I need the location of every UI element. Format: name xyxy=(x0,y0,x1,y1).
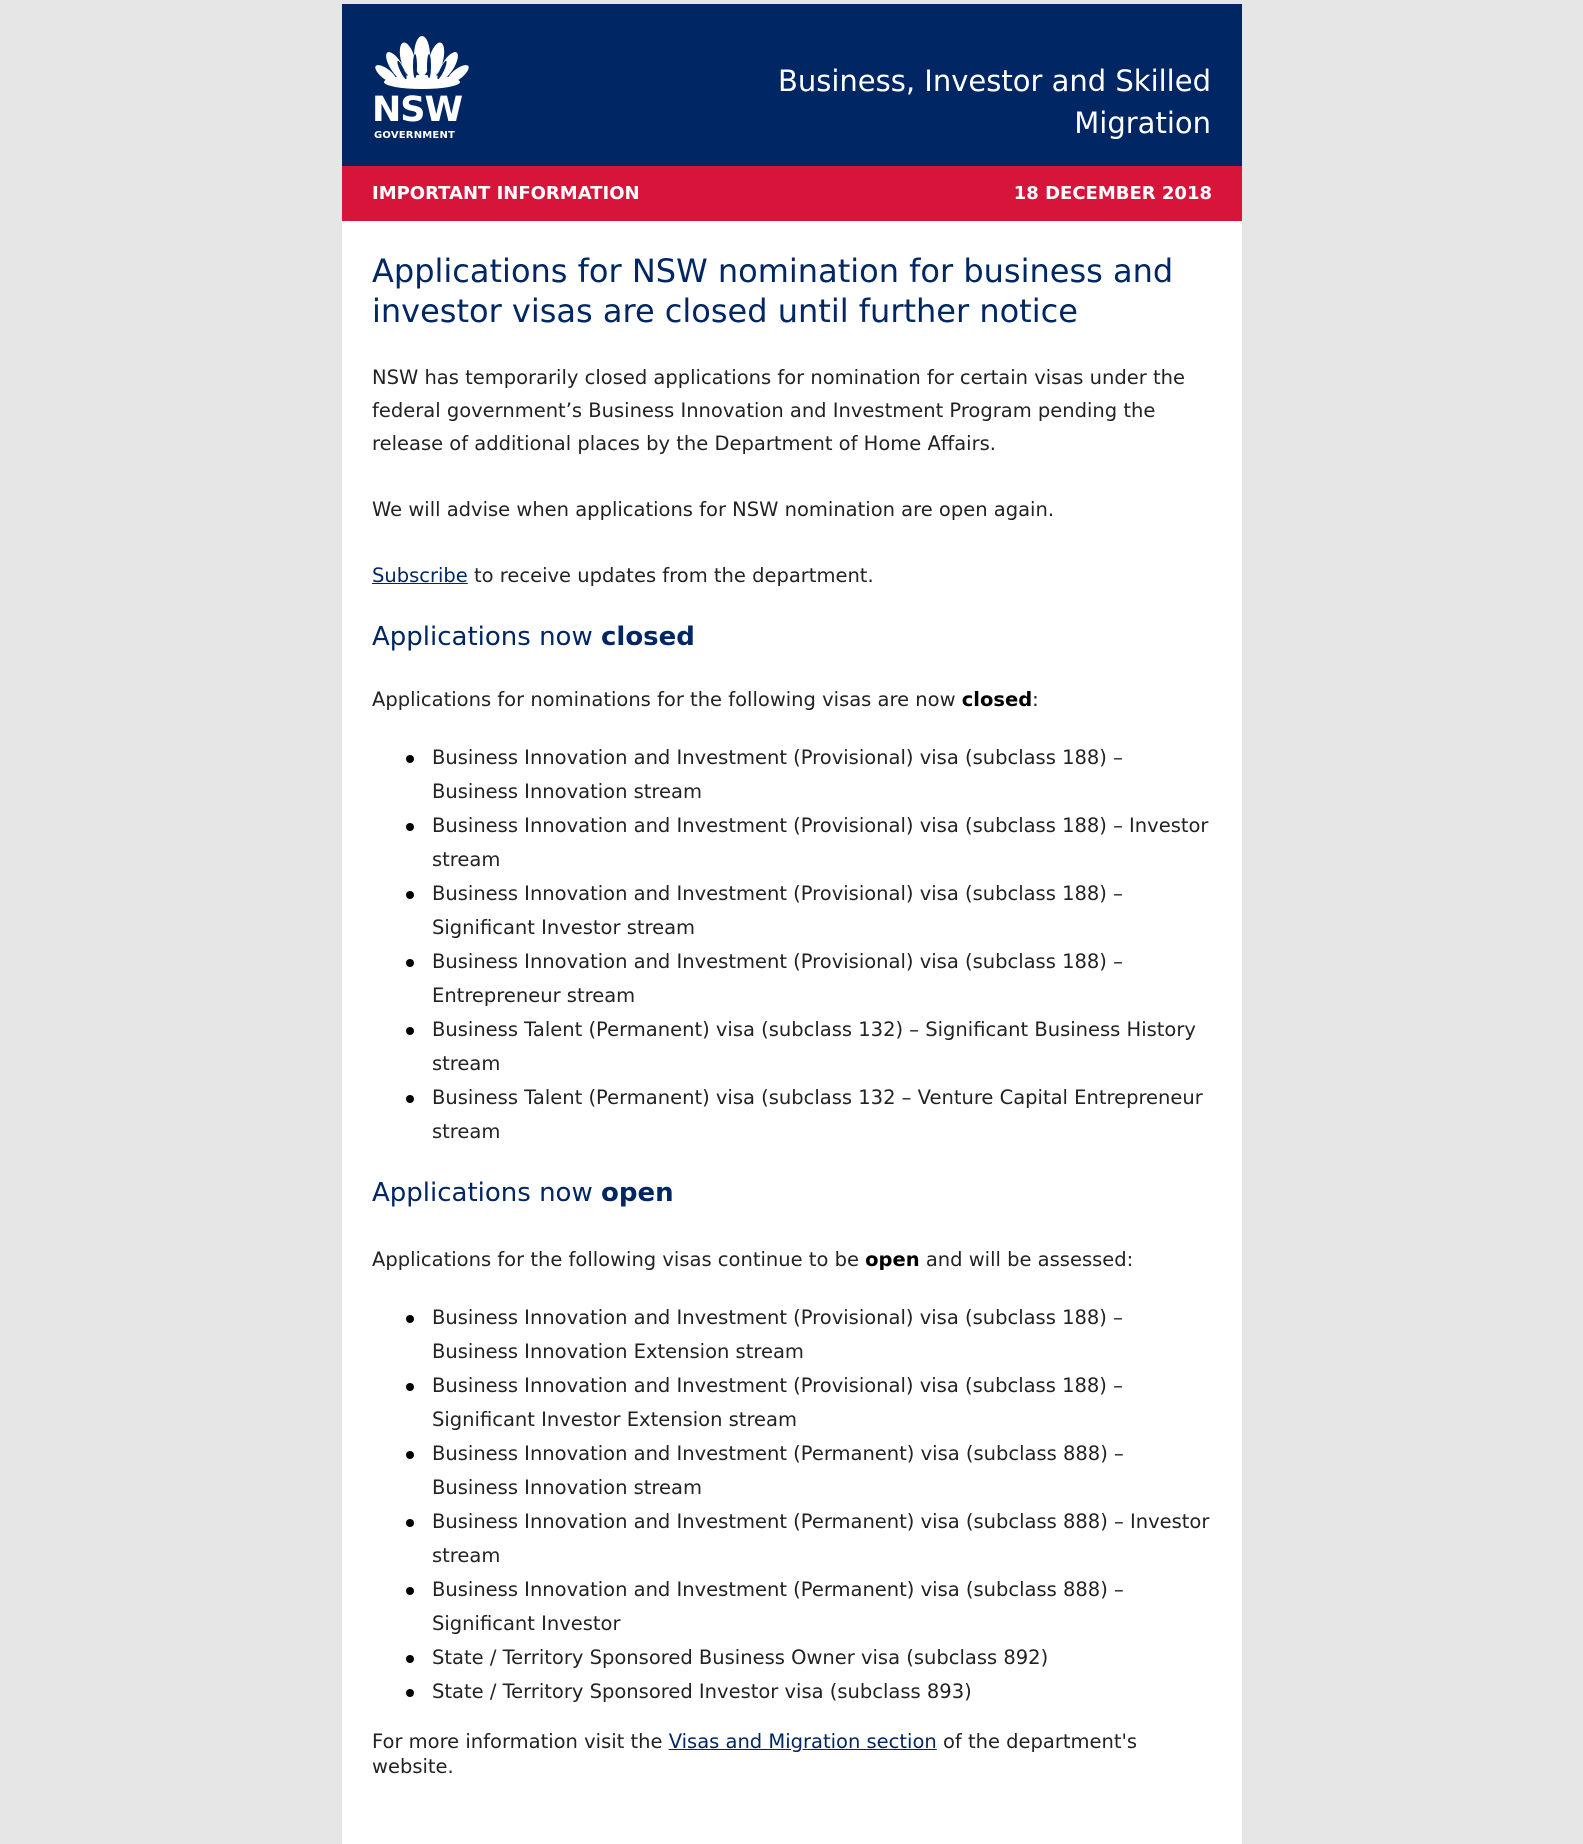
info-banner xyxy=(342,166,1242,221)
intro-paragraph: NSW has temporarily closed applications for nomination for certain visas under the federal government’s Business Innovation and Investment Program pending the release of additional places by the Department of Home Affairs. xyxy=(372,366,1185,455)
closed-intro xyxy=(372,683,1212,716)
logo-government-text: GOVERNMENT xyxy=(374,130,456,141)
open-intro-prefix: Applications for the following visas continue to be xyxy=(372,1248,866,1271)
list-item-text: Business Talent (Permanent) visa (subclass 132 – Venture Capital Entrepreneur stream xyxy=(432,1086,1203,1143)
advise-paragraph: We will advise when applications for NSW nomination are open again. xyxy=(372,498,1055,521)
bullet-icon xyxy=(406,1315,414,1323)
bullet-icon xyxy=(406,1451,414,1459)
list-item xyxy=(432,1675,1212,1709)
bullet-icon xyxy=(406,1027,414,1035)
subscribe-link[interactable]: Subscribe xyxy=(372,564,468,587)
banner-date: 18 DECEMBER 2018 xyxy=(1013,183,1212,204)
open-intro-suffix: and will be assessed: xyxy=(919,1248,1134,1271)
list-item-text: Business Innovation and Investment (Provisional) visa (subclass 188) – Business Innovation Extension stream xyxy=(432,1306,1123,1363)
nsw-government-logo xyxy=(372,34,472,146)
bullet-icon xyxy=(406,755,414,763)
newsletter-title-line2: Migration xyxy=(1074,106,1211,140)
more-info-prefix: For more information visit the xyxy=(372,1730,669,1753)
bullet-icon xyxy=(406,1383,414,1391)
list-item-text: Business Innovation and Investment (Provisional) visa (subclass 188) – Investor stream xyxy=(432,814,1209,871)
bullet-icon xyxy=(406,959,414,967)
list-item xyxy=(432,1573,1212,1641)
open-intro-keyword: open xyxy=(865,1248,920,1271)
list-item xyxy=(432,877,1212,945)
subscribe-text: to receive updates from the department. xyxy=(467,564,874,587)
logo-nsw-text: NSW xyxy=(372,90,463,130)
newsletter-title xyxy=(691,60,1211,144)
closed-intro-prefix: Applications for nominations for the following visas are now xyxy=(372,688,962,711)
list-item xyxy=(432,1369,1212,1437)
bullet-icon xyxy=(406,1655,414,1663)
open-heading xyxy=(372,1176,1212,1210)
list-item-text: Business Innovation and Investment (Permanent) visa (subclass 888) – Business Innovation stream xyxy=(432,1442,1124,1499)
list-item xyxy=(432,1013,1212,1081)
closed-heading-prefix: Applications now xyxy=(372,622,601,652)
email-header xyxy=(342,4,1242,166)
email-content xyxy=(342,221,1242,1779)
open-visa-list xyxy=(372,1301,1212,1709)
visas-migration-link[interactable]: Visas and Migration section xyxy=(668,1730,937,1753)
list-item xyxy=(432,1081,1212,1149)
subscribe-paragraph xyxy=(372,559,1212,592)
list-item-text: State / Territory Sponsored Investor visa (subclass 893) xyxy=(432,1680,972,1703)
bullet-icon xyxy=(406,1587,414,1595)
bullet-icon xyxy=(406,891,414,899)
more-info-paragraph xyxy=(372,1729,1212,1779)
closed-heading xyxy=(372,620,1212,654)
closed-intro-keyword: closed xyxy=(961,688,1033,711)
list-item xyxy=(432,741,1212,809)
open-intro xyxy=(372,1243,1212,1276)
closed-heading-keyword: closed xyxy=(601,622,695,652)
list-item-text: Business Innovation and Investment (Permanent) visa (subclass 888) – Significant Investor xyxy=(432,1578,1124,1635)
list-item-text: Business Talent (Permanent) visa (subclass 132) – Significant Business History stream xyxy=(432,1018,1196,1075)
list-item-text: Business Innovation and Investment (Provisional) visa (subclass 188) – Significant Investor Extension stream xyxy=(432,1374,1123,1431)
list-item xyxy=(432,809,1212,877)
main-heading: Applications for NSW nomination for business and investor visas are closed until further notice xyxy=(372,252,1174,330)
list-item xyxy=(432,1641,1212,1675)
newsletter-title-line1: Business, Investor and Skilled xyxy=(777,64,1211,98)
closed-visa-list xyxy=(372,741,1212,1149)
list-item-text: State / Territory Sponsored Business Owner visa (subclass 892) xyxy=(432,1646,1049,1669)
list-item xyxy=(432,945,1212,1013)
email-body xyxy=(342,4,1242,1844)
waratah-icon xyxy=(372,34,472,92)
open-heading-prefix: Applications now xyxy=(372,1178,601,1208)
list-item-text: Business Innovation and Investment (Provisional) visa (subclass 188) – Entrepreneur stream xyxy=(432,950,1123,1007)
list-item xyxy=(432,1505,1212,1573)
more-info-suffix: of the department's website. xyxy=(372,1730,1138,1778)
open-heading-keyword: open xyxy=(601,1178,674,1208)
list-item xyxy=(432,1301,1212,1369)
bullet-icon xyxy=(406,1095,414,1103)
banner-label: IMPORTANT INFORMATION xyxy=(372,183,640,204)
list-item-text: Business Innovation and Investment (Permanent) visa (subclass 888) – Investor stream xyxy=(432,1510,1210,1567)
list-item-text: Business Innovation and Investment (Provisional) visa (subclass 188) – Significant Investor stream xyxy=(432,882,1123,939)
bullet-icon xyxy=(406,823,414,831)
bullet-icon xyxy=(406,1519,414,1527)
list-item-text: Business Innovation and Investment (Provisional) visa (subclass 188) – Business Innovation stream xyxy=(432,746,1123,803)
bullet-icon xyxy=(406,1689,414,1697)
list-item xyxy=(432,1437,1212,1505)
closed-intro-suffix: : xyxy=(1032,688,1039,711)
